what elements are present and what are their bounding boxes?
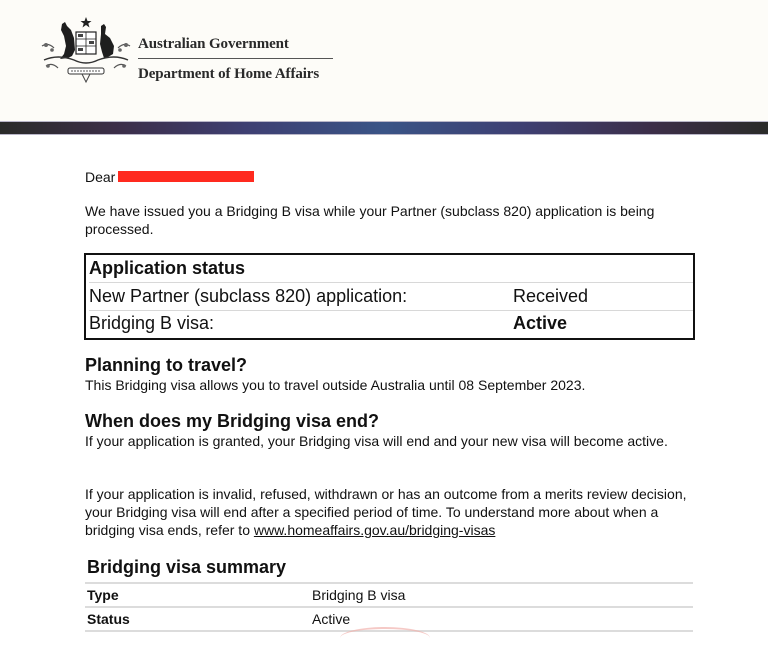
summary-key: Type	[87, 587, 119, 603]
summary-value: Active	[312, 611, 351, 627]
status-box-title: Application status	[89, 258, 246, 278]
salutation: Dear	[85, 169, 116, 185]
status-value: Received	[513, 286, 589, 306]
status-row-bridging-visa	[89, 310, 693, 337]
travel-text: This Bridging visa allows you to travel outside Australia until 08 September 2023.	[85, 377, 586, 393]
letterhead	[0, 0, 768, 121]
bridging-visas-link[interactable]: www.homeaffairs.gov.au/bridging-visas	[253, 522, 496, 538]
visa-end-text-granted: If your application is granted, your Bridging visa will end and your new visa will become active.	[85, 433, 668, 449]
summary-title: Bridging visa summary	[87, 557, 287, 577]
status-box-title-row	[89, 255, 693, 283]
header-gradient-band	[0, 121, 768, 135]
status-value: Active	[513, 313, 568, 333]
status-label: New Partner (subclass 820) application:	[89, 286, 408, 306]
visa-end-text-refused	[85, 485, 695, 539]
recipient-name-redaction	[118, 171, 254, 182]
letterhead-divider	[138, 58, 333, 59]
summary-value: Bridging B visa	[312, 587, 406, 603]
bridging-visa-summary-table	[85, 582, 693, 632]
application-status-box	[84, 253, 695, 340]
status-label: Bridging B visa:	[89, 313, 215, 333]
department-name: Department of Home Affairs	[138, 66, 320, 82]
visa-end-heading: When does my Bridging visa end?	[85, 411, 380, 431]
travel-heading: Planning to travel?	[85, 355, 248, 375]
org-name: Australian Government	[138, 36, 289, 52]
intro-paragraph: We have issued you a Bridging B visa while your Partner (subclass 820) application is being processed.	[85, 203, 655, 237]
commonwealth-coat-of-arms-icon	[38, 16, 134, 84]
status-row-application	[89, 283, 693, 311]
visa-end-text-body: If your application is invalid, refused, withdrawn or has an outcome from a merits review decision, your Bridging visa will end after a specified period of time. To understand more about when a bridging visa ends, refer to	[85, 486, 687, 538]
stamp-edge	[340, 627, 430, 649]
summary-row-type	[85, 582, 693, 606]
summary-key: Status	[87, 611, 130, 627]
